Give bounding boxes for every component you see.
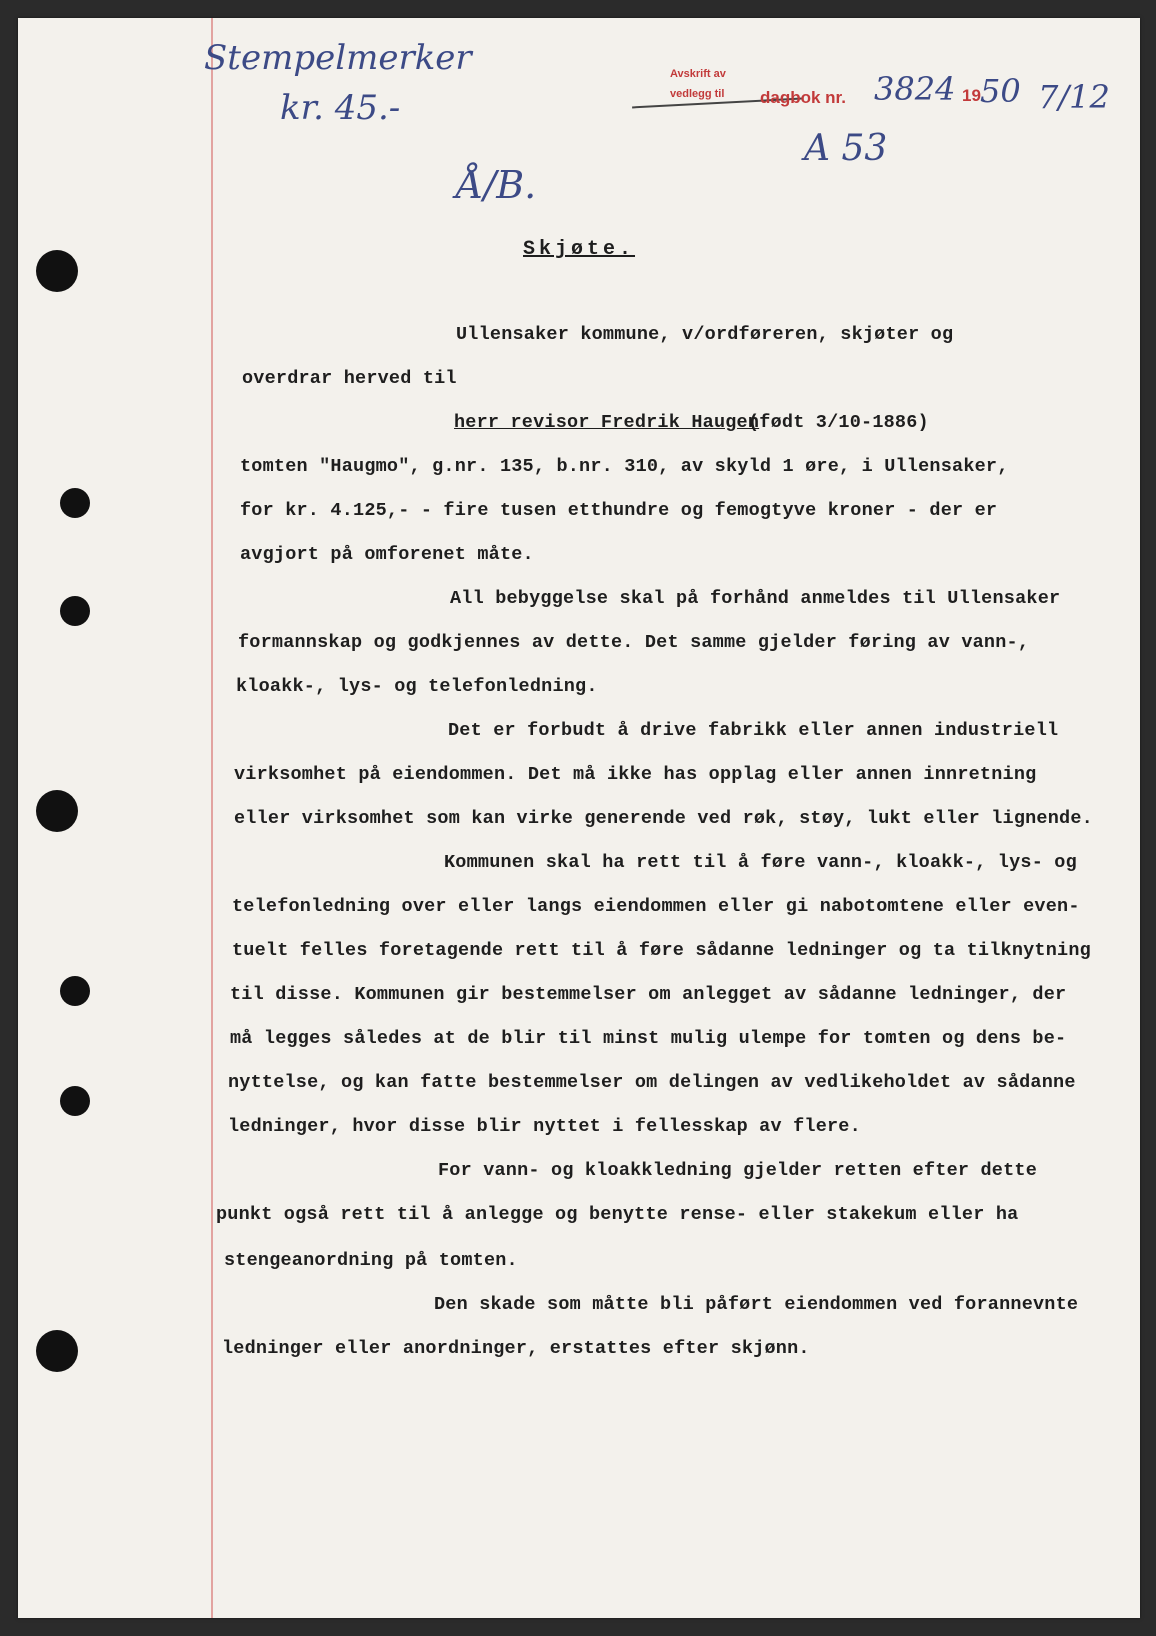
handwritten-date: 7/12 <box>1038 78 1110 116</box>
text-line: tuelt felles foretagende rett til å føre sådanne ledninger og ta tilknytning <box>232 940 1091 961</box>
text-line: For vann- og kloakkledning gjelder retten efter dette <box>438 1160 1037 1181</box>
text-line: til disse. Kommunen gir bestemmelser om anlegget av sådanne ledninger, der <box>230 984 1067 1005</box>
handwritten-stamp-amount: kr. 45.- <box>280 88 401 128</box>
binder-hole <box>60 976 90 1006</box>
stamp-year-prefix: 19 <box>962 86 981 105</box>
handwritten-reference: A 53 <box>804 128 888 169</box>
document-page <box>18 18 1140 1618</box>
text-line: ledninger eller anordninger, erstattes efter skjønn. <box>222 1338 810 1359</box>
text-line: Den skade som måtte bli påført eiendommen ved forannevnte <box>434 1294 1079 1315</box>
text-line: nyttelse, og kan fatte bestemmelser om delingen av vedlikeholdet av sådanne <box>228 1072 1076 1093</box>
text-line: punkt også rett til å anlegge og benytte rense- eller stakekum eller ha <box>216 1204 1019 1225</box>
text-line: avgjort på omforenet måte. <box>240 544 534 565</box>
text-line: overdrar herved til <box>242 368 457 389</box>
text-line: formannskap og godkjennes av dette. Det samme gjelder føring av vann-, <box>238 632 1030 653</box>
binder-hole <box>60 596 90 626</box>
text-line: telefonledning over eller langs eiendommen eller gi nabotomtene eller even- <box>232 896 1080 917</box>
text-line: tomten "Haugmo", g.nr. 135, b.nr. 310, av skyld 1 øre, i Ullensaker, <box>240 456 1009 477</box>
text-line: må legges således at de blir til minst mulig ulempe for tomten og dens be- <box>230 1028 1067 1049</box>
text-line: stengeanordning på tomten. <box>224 1250 518 1271</box>
text-line: kloakk-, lys- og telefonledning. <box>236 676 598 697</box>
handwritten-center-mark: Å/B. <box>456 163 537 207</box>
stamp-line2: vedlegg til <box>670 88 725 100</box>
stamp-line3: dagbok nr. <box>760 88 846 107</box>
binder-hole <box>60 1086 90 1116</box>
binder-hole <box>36 1330 78 1372</box>
text-line: Kommunen skal ha rett til å føre vann-, kloakk-, lys- og <box>444 852 1077 873</box>
text-line: ledninger, hvor disse blir nyttet i fellesskap av flere. <box>228 1116 861 1137</box>
handwritten-journal-number: 3824 <box>874 70 956 108</box>
stamp-line1: Avskrift av <box>670 68 726 80</box>
text-line: Ullensaker kommune, v/ordføreren, skjøter og <box>456 324 954 345</box>
buyer-birthdate: (født 3/10-1886) <box>748 412 929 433</box>
text-line: virksomhet på eiendommen. Det må ikke has opplag eller annen innretning <box>234 764 1037 785</box>
text-line: Det er forbudt å drive fabrikk eller annen industriell <box>448 720 1059 741</box>
text-line: for kr. 4.125,- - fire tusen etthundre og femogtyve kroner - der er <box>240 500 998 521</box>
binder-hole <box>36 790 78 832</box>
buyer-name: herr revisor Fredrik Haugen <box>454 412 760 433</box>
handwritten-year: 50 <box>980 72 1021 110</box>
margin-line <box>211 18 213 1618</box>
document-title: Skjøte. <box>523 238 636 261</box>
text-line: eller virksomhet som kan virke generende ved røk, støy, lukt eller lignende. <box>234 808 1093 829</box>
binder-hole <box>60 488 90 518</box>
binder-hole <box>36 250 78 292</box>
handwritten-stamp-note: Stempelmerker <box>204 38 472 78</box>
text-line: All bebyggelse skal på forhånd anmeldes til Ullensaker <box>450 588 1061 609</box>
